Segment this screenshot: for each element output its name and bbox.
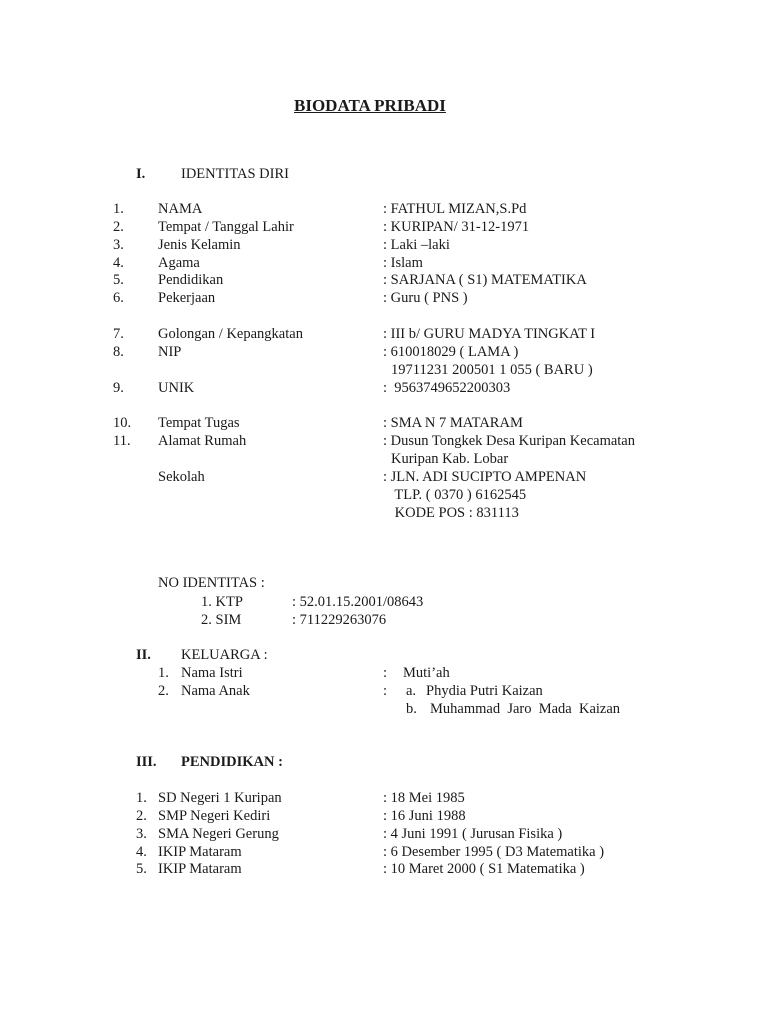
field-value: : Laki –laki [383, 237, 450, 253]
sim-value: : 711229263076 [292, 612, 387, 628]
section-1-number: I. [136, 166, 146, 182]
education-date: : 10 Maret 2000 ( S1 Matematika ) [383, 861, 585, 877]
family-row-label: Nama Istri [181, 665, 243, 681]
row-number: 4. [113, 255, 124, 271]
education-school: SMP Negeri Kediri [158, 808, 271, 824]
wife-name: Muti’ah [403, 665, 450, 681]
field-value: : KURIPAN/ 31-12-1971 [383, 219, 530, 235]
family-row-colon: : [383, 683, 388, 699]
field-value: : 610018029 ( LAMA ) [383, 344, 519, 360]
family-row-colon: : [383, 665, 388, 681]
no-identitas-label: NO IDENTITAS : [158, 575, 265, 591]
education-date: : 18 Mei 1985 [383, 790, 465, 806]
field-value: : III b/ GURU MADYA TINGKAT I [383, 326, 596, 342]
row-number: 3. [113, 237, 124, 253]
field-value: : Islam [383, 255, 423, 271]
field-label: Pendidikan [158, 272, 224, 288]
section-3-number: III. [136, 754, 157, 770]
field-value: : SMA N 7 MATARAM [383, 415, 523, 431]
field-label: Pekerjaan [158, 290, 216, 306]
field-label: Alamat Rumah [158, 433, 247, 449]
field-label: Tempat / Tanggal Lahir [158, 219, 294, 235]
field-value: : 9563749652200303 [383, 380, 511, 396]
education-school: SMA Negeri Gerung [158, 826, 279, 842]
field-value-continued: TLP. ( 0370 ) 6162545 [391, 487, 527, 503]
family-row-label: Nama Anak [181, 683, 250, 699]
field-label: Sekolah [158, 469, 205, 485]
child-name: Phydia Putri Kaizan [426, 683, 543, 699]
section-1-heading: IDENTITAS DIRI [181, 166, 289, 182]
section-2-number: II. [136, 647, 151, 663]
page-title: BIODATA PRIBADI [294, 96, 446, 115]
education-date: : 6 Desember 1995 ( D3 Matematika ) [383, 844, 605, 860]
ktp-value: : 52.01.15.2001/08643 [292, 594, 424, 610]
child-name: Muhammad Jaro Mada Kaizan [430, 701, 621, 717]
education-school: IKIP Mataram [158, 844, 242, 860]
field-value-continued: KODE POS : 831113 [391, 505, 519, 521]
education-number: 5. [136, 861, 147, 877]
field-label: Tempat Tugas [158, 415, 240, 431]
row-number: 8. [113, 344, 124, 360]
row-number: 11. [113, 433, 131, 449]
education-number: 3. [136, 826, 147, 842]
field-value: : JLN. ADI SUCIPTO AMPENAN [383, 469, 587, 485]
field-label: NIP [158, 344, 182, 360]
sim-label: 2. SIM [201, 612, 242, 628]
field-label: NAMA [158, 201, 203, 217]
field-value-continued: 19711231 200501 1 055 ( BARU ) [391, 362, 593, 378]
field-value-continued: Kuripan Kab. Lobar [391, 451, 509, 467]
section-2-heading: KELUARGA : [181, 647, 268, 663]
education-number: 1. [136, 790, 147, 806]
field-label: UNIK [158, 380, 195, 396]
field-value: : Dusun Tongkek Desa Kuripan Kecamatan [383, 433, 635, 449]
education-school: IKIP Mataram [158, 861, 242, 877]
field-label: Golongan / Kepangkatan [158, 326, 303, 342]
row-number: 6. [113, 290, 124, 306]
education-date: : 4 Juni 1991 ( Jurusan Fisika ) [383, 826, 563, 842]
education-number: 2. [136, 808, 147, 824]
family-row-number: 2. [158, 683, 169, 699]
field-value: : FATHUL MIZAN,S.Pd [383, 201, 527, 217]
field-label: Jenis Kelamin [158, 237, 241, 253]
row-number: 9. [113, 380, 124, 396]
row-number: 2. [113, 219, 124, 235]
child-marker: a. [406, 683, 417, 699]
education-number: 4. [136, 844, 147, 860]
ktp-label: 1. KTP [201, 594, 243, 610]
field-label: Agama [158, 255, 200, 271]
section-3-heading: PENDIDIKAN : [181, 754, 283, 770]
education-school: SD Negeri 1 Kuripan [158, 790, 282, 806]
family-row-number: 1. [158, 665, 169, 681]
row-number: 10. [113, 415, 132, 431]
row-number: 1. [113, 201, 124, 217]
education-date: : 16 Juni 1988 [383, 808, 466, 824]
field-value: : SARJANA ( S1) MATEMATIKA [383, 272, 587, 288]
row-number: 7. [113, 326, 124, 342]
child-marker: b. [406, 701, 417, 717]
field-value: : Guru ( PNS ) [383, 290, 468, 306]
row-number: 5. [113, 272, 124, 288]
